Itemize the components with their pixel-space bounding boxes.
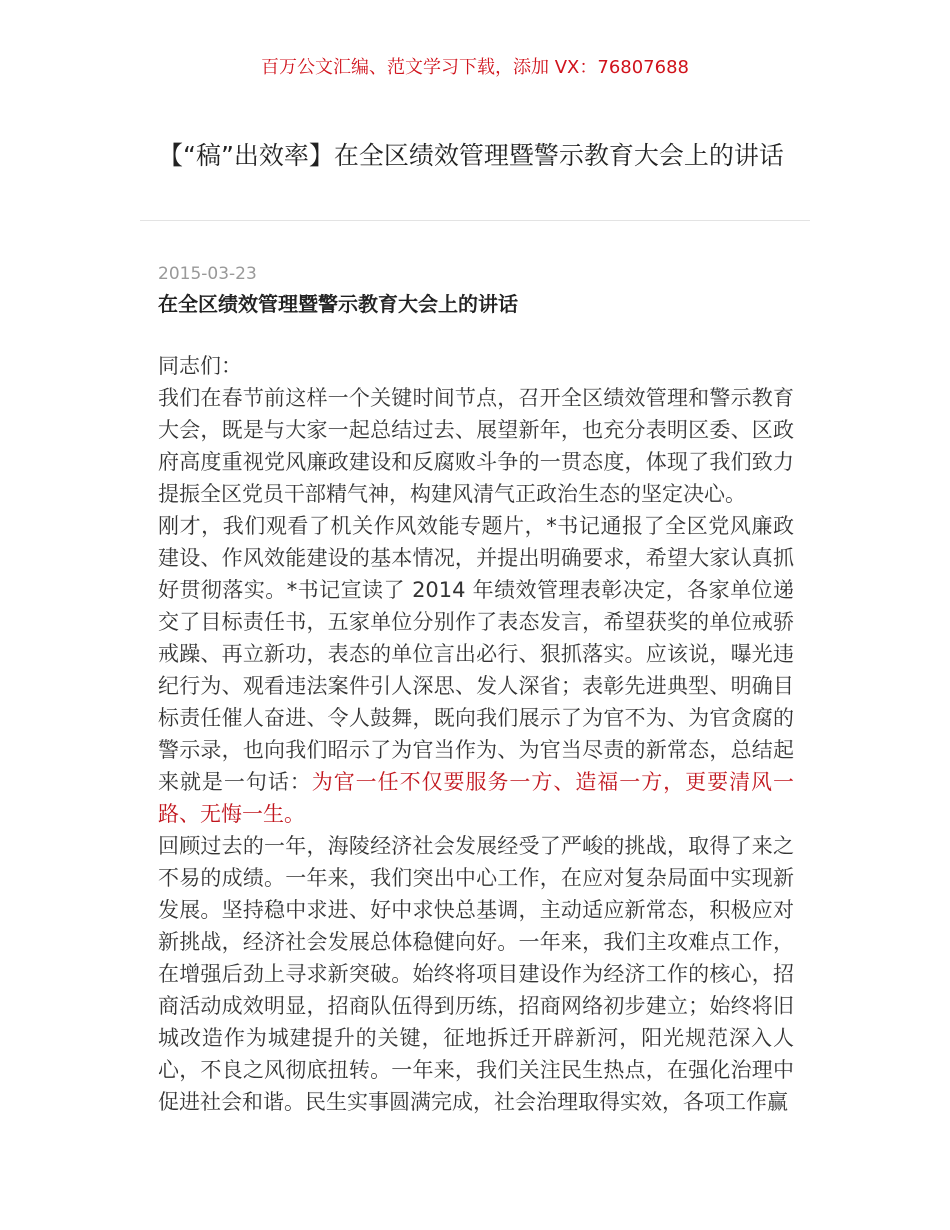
article-title: 【“稿”出效率】在全区绩效管理暨警示教育大会上的讲话 xyxy=(158,141,784,170)
highlighted-quote: 为官一任不仅要服务一方、造福一方，更要清风一路、无悔一生。 xyxy=(158,770,794,826)
greeting: 同志们： xyxy=(158,354,242,378)
article-date: 2015-03-23 xyxy=(158,264,257,284)
paragraph-text: 刚才，我们观看了机关作风效能专题片，*书记通报了全区党风廉政建设、作风效能建设的基本情况，并提出明确要求，希望大家认真抓好贯彻落实。*书记宣读了 2014 年绩效管理表彰决定，各家单位递交了目标责任书，五家单位分别作了表态发言，希望获奖的单位戒骄戒躁、再立新功，表态的单位言出必行、狠抓落实。应该说，曝光违纪行为、观看违法案件引人深思、发人深省；表彰先进典型、明确目标责任催人奋进、令人鼓舞，既向我们展示了为官不为、为官贪腐的警示录，也向我们昭示了为官当作为、为官当尽责的新常态，总结起来就是一句话： xyxy=(158,514,794,794)
paragraph xyxy=(158,510,794,830)
paragraph: 回顾过去的一年，海陵经济社会发展经受了严峻的挑战，取得了来之不易的成绩。一年来，我们突出中心工作，在应对复杂局面中实现新发展。坚持稳中求进、好中求快总基调，主动适应新常态，积极应对新挑战，经济社会发展总体稳健向好。一年来，我们主攻难点工作，在增强后劲上寻求新突破。始终将项目建设作为经济工作的核心，招商活动成效明显，招商队伍得到历练，招商网络初步建立；始终将旧城改造作为城建提升的关键，征地拆迁开辟新河，阳光规范深入人心，不良之风彻底扭转。一年来，我们关注民生热点，在强化治理中促进社会和谐。民生实事圆满完成，社会治理取得实效，各项工作赢 xyxy=(158,834,794,1114)
promo-banner: 百万公文汇编、范文学习下载，添加 VX：76807688 xyxy=(261,57,689,78)
article-body xyxy=(158,350,794,1118)
paragraph: 我们在春节前这样一个关键时间节点，召开全区绩效管理和警示教育大会，既是与大家一起总结过去、展望新年，也充分表明区委、区政府高度重视党风廉政建设和反腐败斗争的一贯态度，体现了我们致力提振全区党员干部精气神，构建风清气正政治生态的坚定决心。 xyxy=(158,386,794,506)
title-divider xyxy=(140,220,810,221)
article-subtitle: 在全区绩效管理暨警示教育大会上的讲话 xyxy=(158,292,518,316)
